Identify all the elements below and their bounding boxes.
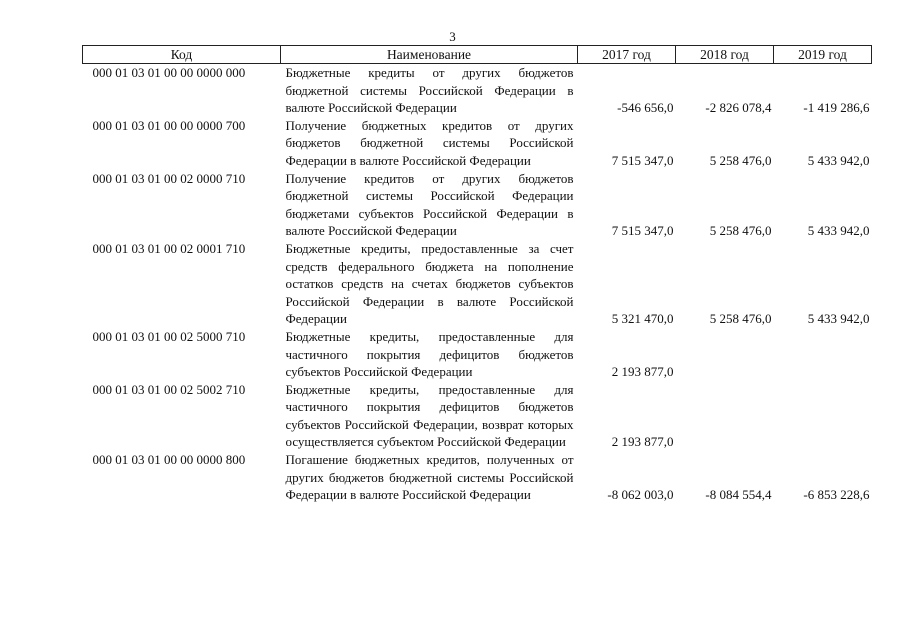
row-name: Получение бюджетных кредитов от других бюджетов бюджетной системы Российской Федерации в валюте Российской Федерации: [285, 117, 574, 168]
row-code: 000 01 03 01 00 00 0000 800: [92, 452, 246, 468]
row-value-2018: [676, 381, 774, 451]
header-code: Код: [83, 46, 281, 64]
row-value-2017: 5 321 470,0: [611, 311, 674, 327]
header-2018: 2018 год: [676, 46, 774, 64]
row-value-2017: 2 193 877,0: [611, 434, 674, 450]
table-header-row: [83, 46, 872, 64]
table-row: [83, 328, 872, 381]
table-row: [83, 240, 872, 328]
table-row: [83, 64, 872, 117]
row-value-2019: -6 853 228,6: [803, 487, 870, 503]
row-value-2017: 2 193 877,0: [611, 364, 674, 380]
row-name: Бюджетные кредиты, предоставленные для частичного покрытия дефицитов бюджетов субъектов Российской Федерации: [285, 328, 574, 380]
row-code: 000 01 03 01 00 02 0001 710: [92, 240, 246, 256]
row-code: 000 01 03 01 00 02 0000 710: [92, 170, 246, 186]
row-name: Погашение бюджетных кредитов, полученных от других бюджетов бюджетной системы Российской Федерации в валюте Российской Федерации: [285, 452, 574, 503]
row-value-2019: 5 433 942,0: [807, 311, 870, 327]
row-name: Получение кредитов от других бюджетов бюджетной системы Российской Федерации бюджетами субъектов Российской Федерации в валюте Российской Федерации: [285, 170, 574, 239]
table-row: [83, 170, 872, 240]
page-number: 3: [449, 29, 456, 44]
row-code: 000 01 03 01 00 02 5000 710: [92, 328, 246, 344]
row-value-2017: 7 515 347,0: [611, 223, 674, 239]
row-value-2018: 5 258 476,0: [709, 223, 772, 239]
header-2019: 2019 год: [774, 46, 872, 64]
row-value-2019: 5 433 942,0: [807, 152, 870, 168]
row-value-2018: 5 258 476,0: [709, 152, 772, 168]
row-code: 000 01 03 01 00 00 0000 700: [92, 117, 246, 133]
row-name: Бюджетные кредиты, предоставленные за счет средств федерального бюджета на пополнение остатков средств на счетах бюджетов субъектов Российской Федерации в валюте Российской Федерации: [285, 240, 574, 327]
row-name: Бюджетные кредиты от других бюджетов бюджетной системы Российской Федерации в валюте Российской Федерации: [285, 65, 574, 116]
row-code: 000 01 03 01 00 02 5002 710: [92, 381, 246, 397]
row-value-2019: [774, 328, 872, 381]
header-name: Наименование: [281, 46, 578, 64]
row-value-2019: 5 433 942,0: [807, 223, 870, 239]
row-value-2018: -2 826 078,4: [705, 100, 772, 116]
row-value-2018: [676, 328, 774, 381]
row-value-2018: -8 084 554,4: [705, 487, 772, 503]
table-row: [83, 451, 872, 504]
row-value-2017: 7 515 347,0: [611, 152, 674, 168]
row-value-2017: -8 062 003,0: [607, 487, 674, 503]
row-value-2019: [774, 381, 872, 451]
row-name: Бюджетные кредиты, предоставленные для частичного покрытия дефицитов бюджетов субъектов Российской Федерации, возврат которых осуществляется субъектом Российской Федерации: [285, 381, 574, 450]
budget-table: [82, 45, 872, 504]
table-row: [83, 117, 872, 170]
table-row: [83, 381, 872, 451]
header-2017: 2017 год: [578, 46, 676, 64]
row-code: 000 01 03 01 00 00 0000 000: [92, 65, 246, 80]
row-value-2017: -546 656,0: [617, 100, 674, 116]
row-value-2018: 5 258 476,0: [709, 311, 772, 327]
row-value-2019: -1 419 286,6: [803, 100, 870, 116]
